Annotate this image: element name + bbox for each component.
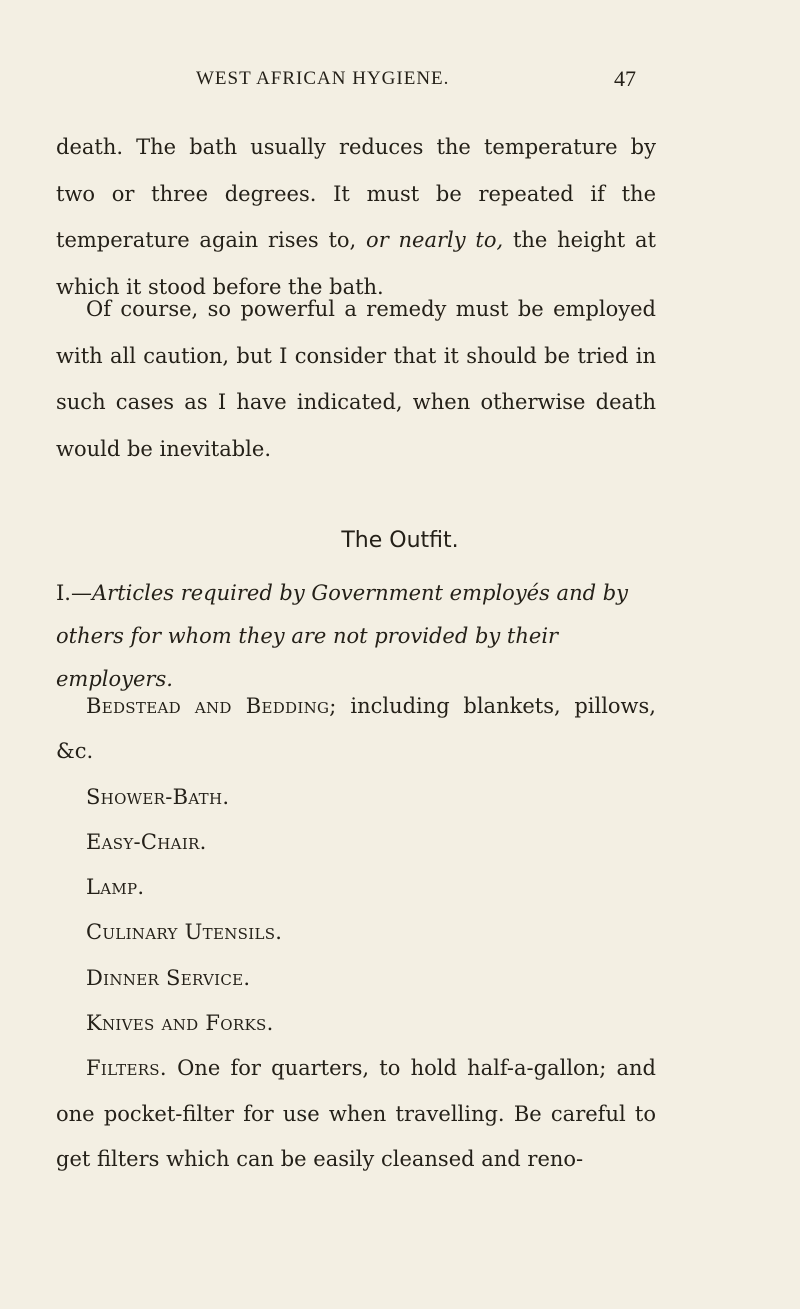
list-item-chair [56,820,656,865]
item-description: including blankets, pillows, &c. [56,694,656,764]
section-heading: The Outfit. [341,528,459,553]
item-name: Shower-Bath. [86,784,230,809]
list-item-filters [56,1046,656,1182]
running-title: WEST AFRICAN HYGIENE. [196,68,450,89]
paragraph-caution-text: Of course, so powerful a remedy must be employed with all caution, but I consider that it should be tried in such cases as I have indicated, when otherwise death would be inevitable. [56,297,656,461]
item-name: Dinner Service. [86,965,251,990]
list-item-bedstead [56,684,656,775]
item-name: Lamp. [86,875,145,900]
paragraph-bath-text: death. The bath usually reduces the temperature by two or three degrees. It must be repeated if the temperature again rises to, [56,135,656,252]
list-item-knives [56,1001,656,1046]
item-name: Bedstead and Bedding; [86,694,337,718]
paragraph-bath-italic: or nearly to, [366,228,504,252]
paragraph-bath-end: the height at which it stood before the bath. [56,228,656,299]
item-name: Filters. [86,1056,167,1081]
page-number: 47 [614,66,636,91]
paragraph-caution [56,286,656,472]
list-item-dinner [56,956,656,1001]
item-description: One for quarters, to hold half-a-gallon; and one pocket-filter for use when travelling. Be careful to get filters which can be easily cleansed and reno- [56,1056,656,1171]
list-item-lamp [56,865,656,910]
outfit-list [56,684,656,1182]
section-number: I.— [56,581,92,605]
item-name: Easy-Chair. [86,829,207,854]
section-intro [56,572,656,701]
item-name: Knives and Forks. [86,1011,274,1036]
paragraph-bath [56,124,656,310]
item-name: Culinary Utensils. [86,920,283,945]
list-item-culinary [56,910,656,955]
list-item-shower [56,775,656,820]
section-intro-text: Articles required by Government employés and by others for whom they are not provided by their employers. [56,581,629,691]
